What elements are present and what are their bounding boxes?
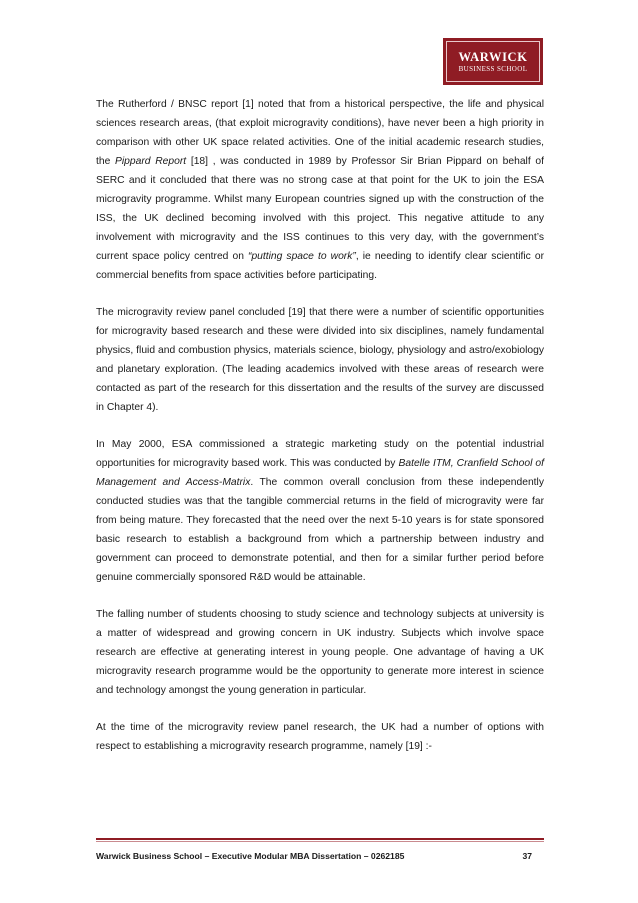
text-run: . The common overall conclusion from these independently conducted studies was that the tangible commercial returns in the field of microgravity were far from being mature. They forecasted that the need over the next 5-10 years is for state sponsored basic research to establish a background from which a partnership between industry and government can proceed to demonstrate potential, and then for a similar further period before genuine commercially sponsored R&D would be attainable.	[96, 477, 544, 583]
paragraph-students	[96, 605, 544, 700]
logo-frame	[446, 41, 540, 82]
text-run: In May 2000, ESA commissioned a strategic marketing study on the potential industrial opportunities for microgravity based work. This was conducted by	[96, 439, 544, 469]
warwick-business-school-logo	[443, 38, 543, 85]
logo-subtitle: BUSINESS SCHOOL	[458, 64, 528, 73]
footer-divider	[96, 838, 544, 840]
document-body	[96, 95, 544, 774]
page-footer	[96, 851, 532, 861]
text-run: , ie needing to identify clear scientific or commercial benefits from space activities before participating.	[96, 251, 545, 281]
text-run: The microgravity review panel concluded [19] that there were a number of scientific opportunities for microgravity based research and these were divided into six disciplines, namely fundamental physics, fluid and combustion physics, materials science, biology, physiology and astro/exobiology and planetary exploration. (The leading academics involved with these areas of research were contacted as part of the research for this dissertation and the results of the survey are discussed in Chapter 4).	[96, 307, 544, 413]
text-run-italic: “putting space to work”	[248, 251, 356, 262]
paragraph-esa-study	[96, 435, 544, 587]
text-run: At the time of the microgravity review panel research, the UK had a number of options with respect to establishing a microgravity research programme, namely [19] :-	[96, 722, 544, 752]
paragraph-rutherford-report	[96, 95, 544, 285]
paragraph-review-panel	[96, 303, 544, 417]
text-run: The Rutherford / BNSC report [1] noted that from a historical perspective, the life and physical sciences research areas, (that exploit microgravity conditions), have never been a high priority in comparison with other UK space related activities. One of the initial academic research studies, the	[96, 99, 544, 167]
paragraph-options	[96, 718, 544, 756]
footer-divider-thin	[96, 841, 544, 842]
text-run: [18] , was conducted in 1989 by Professor Sir Brian Pippard on behalf of SERC and it concluded that there was no strong case at that point for the UK to join the ESA microgravity programme. Whilst many European countries signed up with the construction of the ISS, the UK declined becoming involved with this project. This negative attitude to any involvement with microgravity and the ISS continues to this very day, with the government’s current space policy centred on	[96, 156, 544, 262]
text-run: The falling number of students choosing to study science and technology subjects at university is a matter of widespread and growing concern in UK industry. Subjects which involve space research are effective at generating interest in young people. One advantage of having a UK microgravity research programme would be the opportunity to generate more interest in science and technology amongst the young generation in particular.	[96, 609, 544, 696]
text-run-italic: Pippard Report	[115, 156, 187, 167]
page-number: 37	[522, 851, 532, 861]
text-run-italic: Batelle ITM, Cranfield School of Management and Access-Matrix	[96, 458, 545, 488]
footer-text: Warwick Business School – Executive Modular MBA Dissertation – 0262185	[96, 851, 405, 861]
logo-title: WARWICK	[458, 49, 528, 64]
